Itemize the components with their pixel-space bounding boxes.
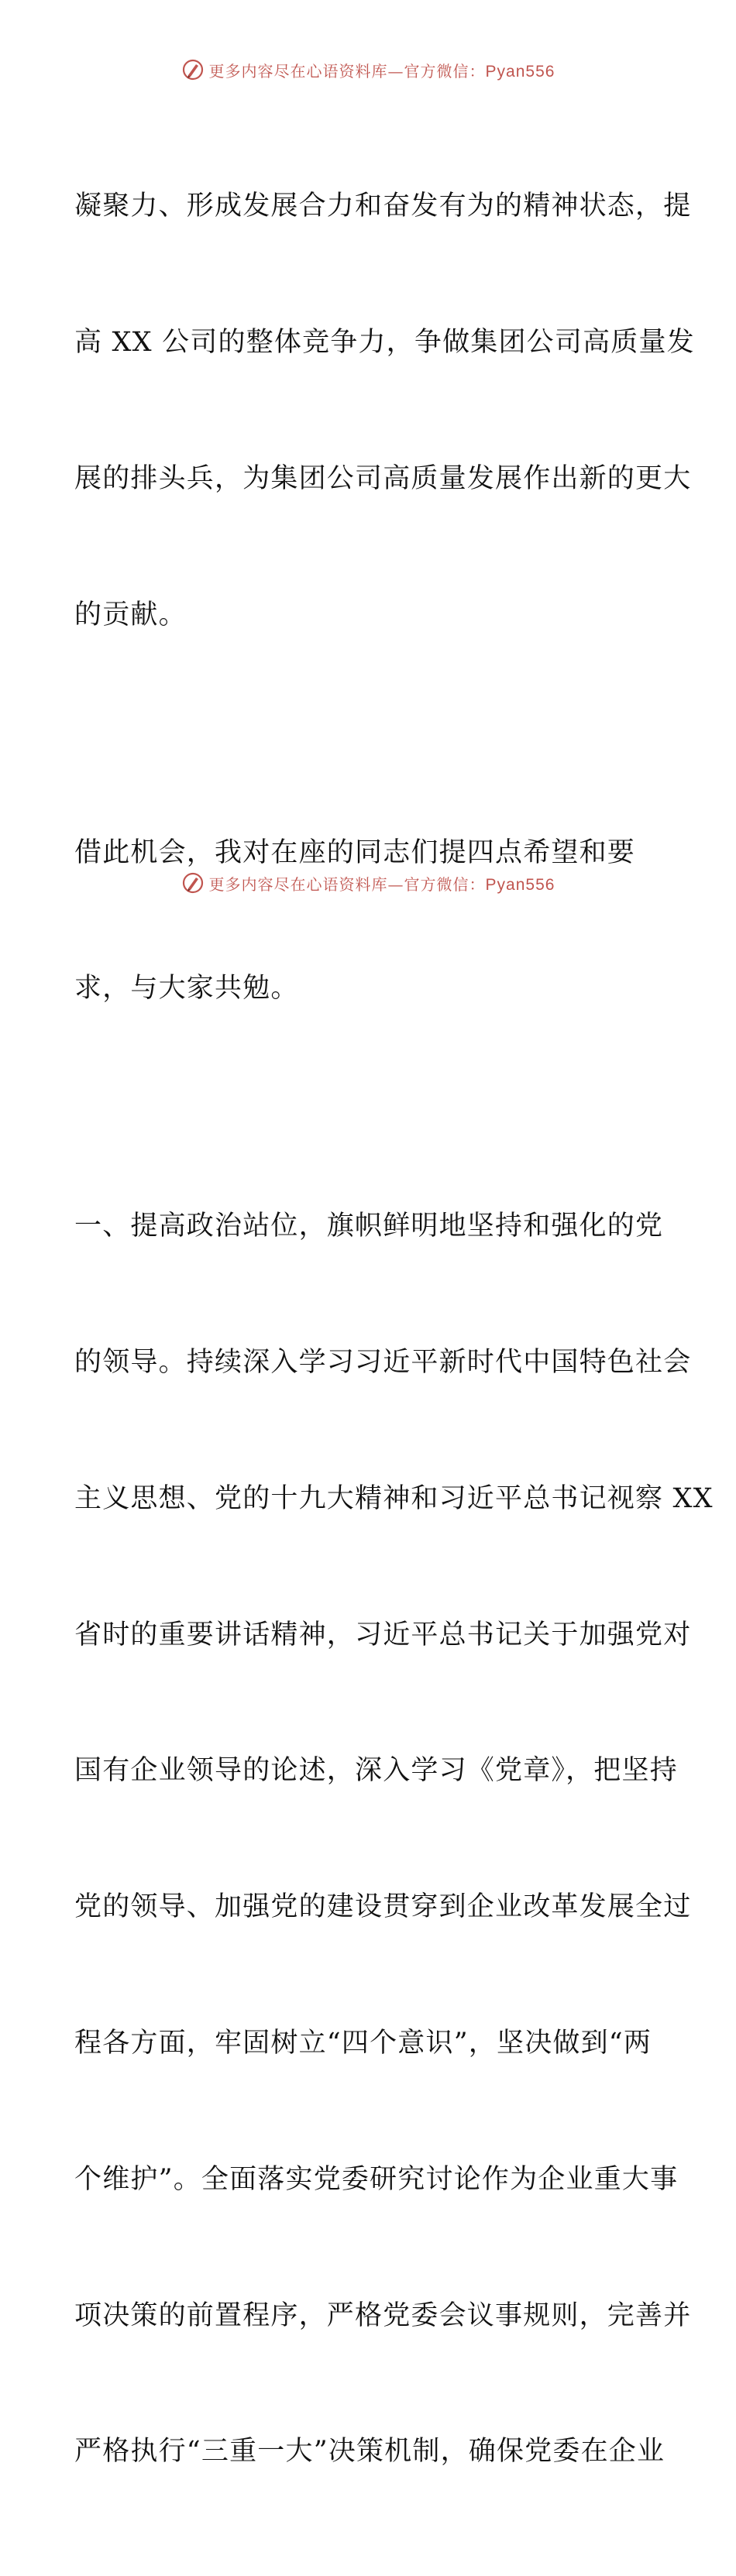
text-line: 党的领导、加强党的建设贯穿到企业改革发展全过	[74, 1891, 692, 1923]
text-line: 国有企业领导的论述，深入学习《党章》，把坚持	[74, 1755, 678, 1787]
text-line: 主义思想、党的十九大精神和习近平总书记视察 XX	[74, 1482, 714, 1514]
pen-logo-icon	[181, 58, 205, 81]
paragraph-1	[74, 93, 695, 728]
text-line: 严格执行“三重一大”决策机制，确保党委在企业	[74, 2436, 665, 2468]
text-line: 凝聚力、形成发展合力和奋发有为的精神状态，提	[74, 191, 692, 222]
paragraph-2	[74, 739, 671, 1102]
text-line: 的贡献。	[74, 599, 187, 630]
text-line: 的领导。持续深入学习习近平新时代中国特色社会	[74, 1347, 692, 1379]
document-body	[74, 93, 714, 2576]
text-line: 借此机会，我对在座的同志们提四点希望和要	[74, 836, 636, 868]
text-line: 展的排头兵，为集团公司高质量发展作出新的更大	[74, 462, 692, 494]
header-watermark	[0, 54, 736, 85]
paragraph-3	[74, 1113, 714, 2565]
text-line: 求，与大家共勉。	[74, 973, 299, 1005]
pen-logo-icon	[181, 871, 205, 895]
watermark-text: 更多内容尽在心语资料库—官方微信：Pyan556	[208, 61, 555, 81]
text-line: 程各方面，牢固树立“四个意识”，坚决做到“两	[74, 2027, 652, 2059]
text-line: 一、提高政治站位，旗帜鲜明地坚持和强化的党	[74, 1211, 664, 1242]
watermark-text: 更多内容尽在心语资料库—官方微信：Pyan556	[208, 874, 555, 894]
text-line: 项决策的前置程序，严格党委会议事规则，完善并	[74, 2300, 692, 2331]
text-line: 个维护”。全面落实党委研究讨论作为企业重大事	[74, 2163, 679, 2195]
footer-watermark	[0, 867, 736, 898]
text-line: 高 XX 公司的整体竞争力，争做集团公司高质量发	[74, 326, 695, 358]
text-line: 省时的重要讲话精神，习近平总书记关于加强党对	[74, 1619, 692, 1650]
